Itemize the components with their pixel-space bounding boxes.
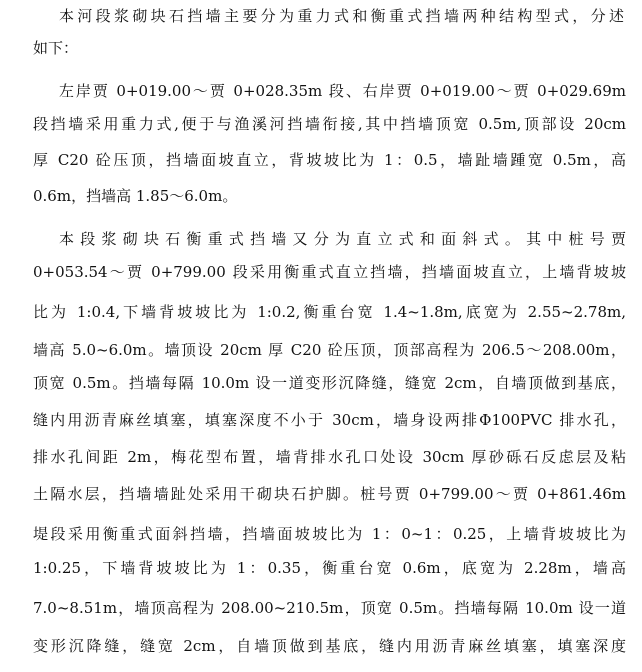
text-line: 7.0~8.51m，墙顶高程为 208.00~210.5m，顶宽 0.5m。挡墙每隔 10.0m 设一道 [33,599,626,617]
text-line: 本段浆砌块石衡重式挡墙又分为直立式和面斜式。其中桩号贾 [59,230,626,248]
text-line: 厚 C20 砼压顶，挡墙面坡直立，背坡坡比为 1：0.5，墙趾墙踵宽 0.5m，高 [33,151,626,169]
text-line: 如下： [33,39,79,57]
text-line: 排水孔间距 2m，梅花型布置，墙背排水孔口处设 30cm 厚砂砾石反虑层及粘 [33,448,626,466]
text-line: 比为 1:0.4,下墙背坡坡比为 1:0.2,衡重台宽 1.4~1.8m,底宽为 2.55~2.78m, [33,303,626,321]
text-line: 段挡墙采用重力式,便于与渔溪河挡墙衔接,其中挡墙顶宽 0.5m,顶部设 20cm [33,115,626,133]
text-line: 堤段采用衡重式面斜挡墙，挡墙面坡坡比为 1：0~1：0.25，上墙背坡坡比为 [33,525,626,543]
text-line: 左岸贾 0+019.00～贾 0+028.35m 段、右岸贾 0+019.00～贾 0+029.69m [59,82,626,100]
text-line: 1:0.25，下墙背坡坡比为 1：0.35，衡重台宽 0.6m，底宽为 2.28m，墙高 [33,559,626,577]
text-line: 0+053.54～贾 0+799.00 段采用衡重式直立挡墙，挡墙面坡直立，上墙背坡坡 [33,263,626,281]
text-line: 本河段浆砌块石挡墙主要分为重力式和衡重式挡墙两种结构型式，分述 [59,7,624,25]
text-line: 变形沉降缝，缝宽 2cm，自墙顶做到基底，缝内用沥青麻丝填塞，填塞深度 [33,637,626,655]
text-line: 顶宽 0.5m。挡墙每隔 10.0m 设一道变形沉降缝，缝宽 2cm，自墙顶做到基底， [33,374,626,392]
text-line: 墙高 5.0~6.0m。墙顶设 20cm 厚 C20 砼压顶，顶部高程为 206.5～208.00m， [33,341,626,359]
text-line: 土隔水层，挡墙墙趾处采用干砌块石护脚。桩号贾 0+799.00～贾 0+861.46m [33,485,626,503]
text-line: 0.6m，挡墙高 1.85～6.0m。 [33,187,238,205]
text-line: 缝内用沥青麻丝填塞，填塞深度不小于 30cm，墙身设两排Φ100PVC 排水孔， [33,411,626,429]
